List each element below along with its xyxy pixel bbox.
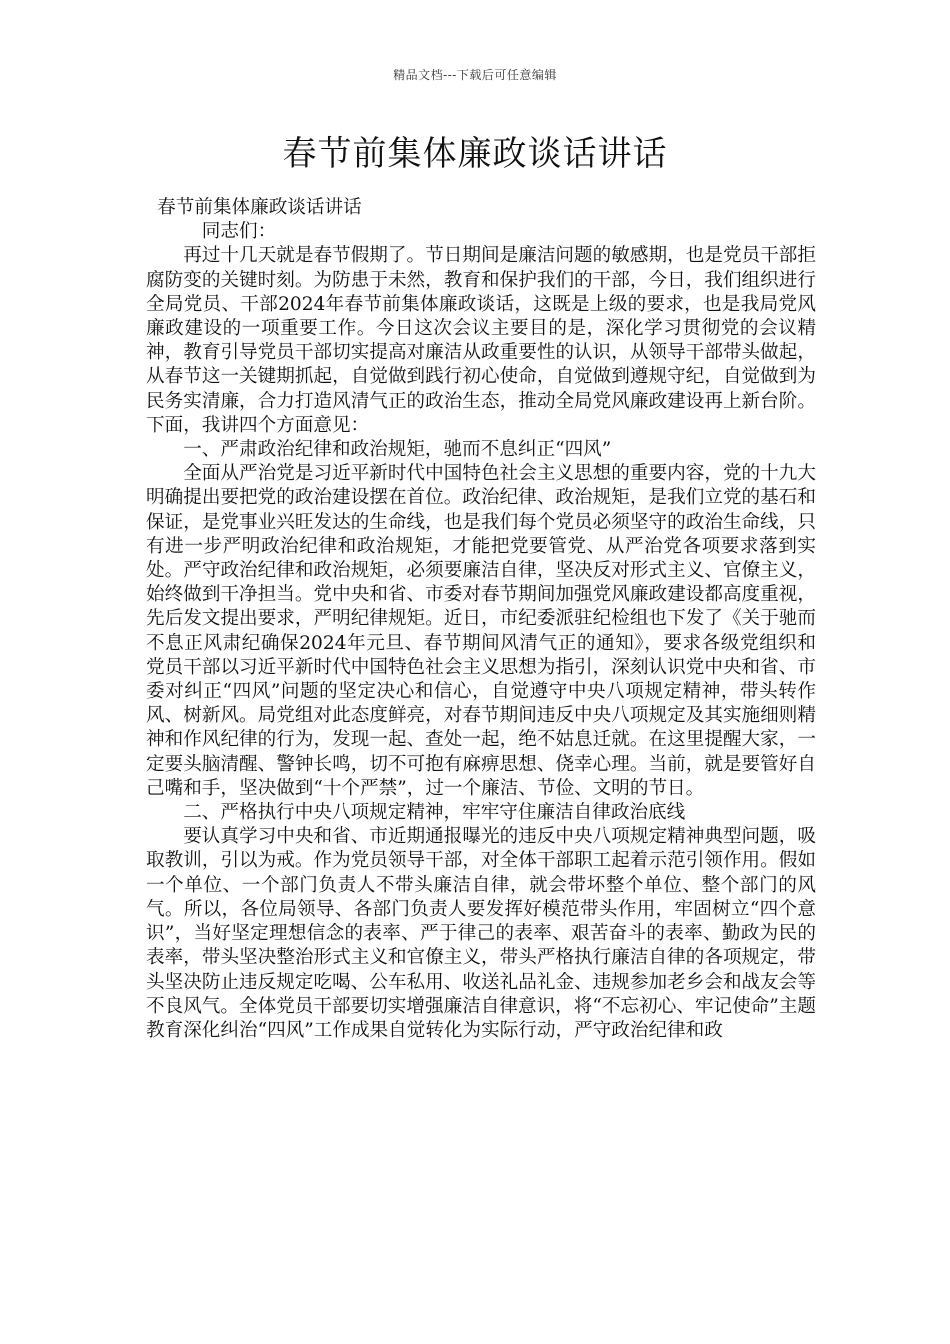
paragraph-section-1: 全面从严治党是习近平新时代中国特色社会主义思想的重要内容，党的十九大明确提出要把党的政治建设摆在首位。政治纪律、政治规矩，是我们立党的基石和保证，是党事业兴旺发达的生命线，也是我们每个党员必须坚守的政治生命线，只有进一步严明政治纪律和政治规矩，才能把党要管党、从严治党各项要求落到实处。严守政治纪律和政治规矩，必须要廉洁自律，坚决反对形式主义、官僚主义，始终做到干净担当。党中央和省、市委对春节期间加强党风廉政建设都高度重视，先后发文提出要求，严明纪律规矩。近日，市纪委派驻纪检组也下发了《关于驰而不息正风肃纪确保2024年元旦、春节期间风清气正的通知》，要求各级党组织和党员干部以习近平新时代中国特色社会主义思想为指引，深刻认识党中央和省、市委对纠正“四风”问题的坚定决心和信心，自觉遵守中央八项规定精神，带头转作风、树新风。局党组对此态度鲜亮，对春节期间违反中央八项规定及其实施细则精神和作风纪律的行为，发现一起、查处一起，绝不姑息迁就。在这里提醒大家，一定要头脑清醒、警钟长鸣，切不可抱有麻痹思想、侥幸心理。当前，就是要管好自己嘴和手，坚决做到“十个严禁”，过一个廉洁、节俭、文明的节日。 xyxy=(146,463,816,799)
document-title: 春节前集体廉政谈话讲话 xyxy=(282,134,668,174)
header-note: 精品文档---下载后可任意编辑 xyxy=(393,68,557,82)
section-heading-1: 一、严肃政治纪律和政治规矩，驰而不息纠正“四风” xyxy=(183,439,612,461)
paragraph-intro: 再过十几天就是春节假期了。节日期间是廉洁问题的敏感期，也是党员干部拒腐防变的关键时刻。为防患于未然，教育和保护我们的干部，今日，我们组织进行全局党员、干部2024年春节前集体廉政谈话，这既是上级的要求，也是我局党风廉政建设的一项重要工作。今日这次会议主要目的是，深化学习贯彻党的会议精神，教育引导党员干部切实提高对廉洁从政重要性的认识，从领导干部带头做起，从春节这一关键期抓起，自觉做到践行初心使命，自觉做到遵规守纪，自觉做到为民务实清廉，合力打造风清气正的政治生态，推动全局党风廉政建设再上新台阶。下面，我讲四个方面意见： xyxy=(146,245,816,436)
paragraph-section-2: 要认真学习中央和省、市近期通报曝光的违反中央八项规定精神典型问题，吸取教训，引以为戒。作为党员领导干部，对全体干部职工起着示范引领作用。假如一个单位、一个部门负责人不带头廉洁自律，就会带坏整个单位、整个部门的风气。所以，各位局领导、各部门负责人要发挥好模范带头作用，牢固树立“四个意识”，当好坚定理想信念的表率、严于律己的表率、艰苦奋斗的表率、勤政为民的表率，带头坚决整治形式主义和官僚主义，带头严格执行廉洁自律的各项规定，带头坚决防止违反规定吃喝、公车私用、收送礼品礼金、违规参加老乡会和战友会等不良风气。全体党员干部要切实增强廉洁自律意识，将“不忘初心、牢记使命”主题教育深化纠治“四风”工作成果自觉转化为实际行动，严守政治纪律和政 xyxy=(146,826,816,1041)
document-subtitle: 春节前集体廉政谈话讲话 xyxy=(157,197,362,218)
greeting: 同志们： xyxy=(201,221,277,243)
section-heading-2: 二、严格执行中央八项规定精神，牢牢守住廉洁自律政治底线 xyxy=(183,802,686,824)
document-body xyxy=(146,196,816,1043)
